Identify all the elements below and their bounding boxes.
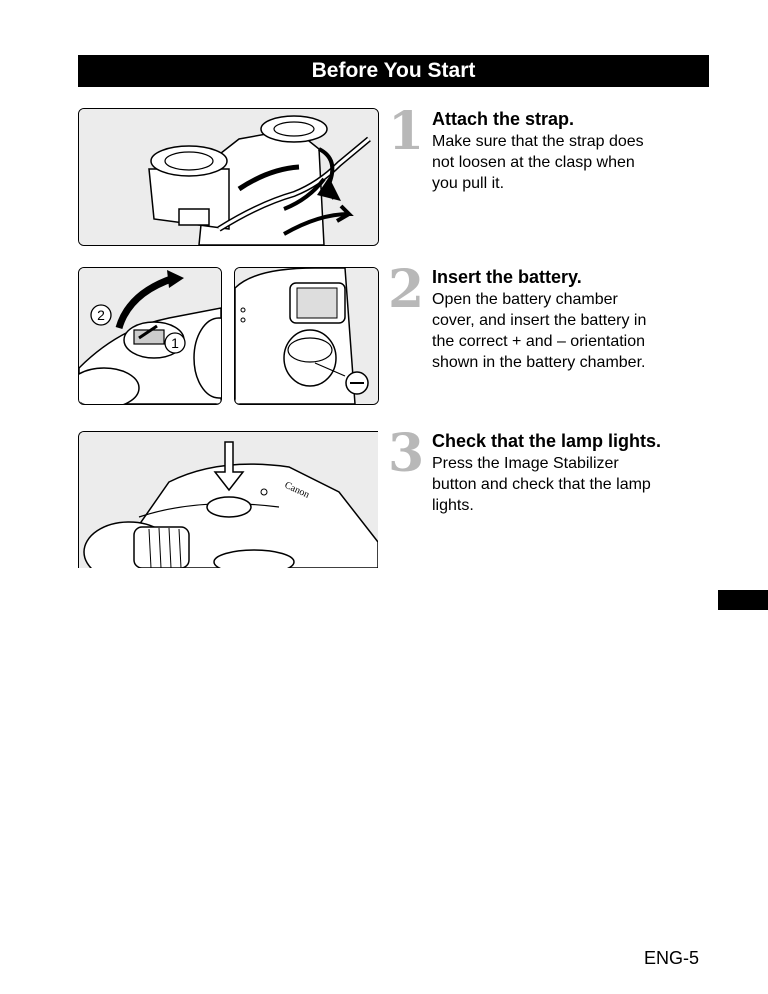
step-1-number: 1 [388,101,425,162]
section-title: Before You Start [311,59,476,82]
battery-cover-illustration [78,267,222,405]
step-2-title: Insert the battery. [432,267,582,287]
step-1-line: you pull it. [432,175,505,192]
step-2-line: the correct + and – orientation [432,333,646,350]
step-2-body [432,289,712,373]
page-number: ENG-5 [644,948,700,968]
step-3-line: Press the Image Stabilizer [432,455,619,472]
step-1-title: Attach the strap. [432,109,575,129]
step-3-title: Check that the lamp lights. [432,431,662,451]
strap-illustration [78,108,379,246]
step-1-line: Make sure that the strap does [432,133,644,150]
battery-chamber-illustration [234,267,379,405]
step-3-number: 3 [388,423,425,484]
step-3-line: lights. [432,497,474,514]
section-tab-marker [718,590,768,610]
step-2-line: shown in the battery chamber. [432,354,646,371]
step-2-line: cover, and insert the battery in [432,312,647,329]
canon-engraving: Canon [282,479,312,501]
section-header [78,55,709,87]
step-1-body [432,131,712,194]
callout-2: 2 [97,307,105,323]
step-2-line: Open the battery chamber [432,291,618,308]
callout-1: 1 [171,335,179,351]
lamp-button-illustration [78,431,378,568]
step-2-number: 2 [388,259,425,320]
step-1-line: not loosen at the clasp when [432,154,635,171]
step-3-line: button and check that the lamp [432,476,651,493]
step-3-body [432,453,712,516]
